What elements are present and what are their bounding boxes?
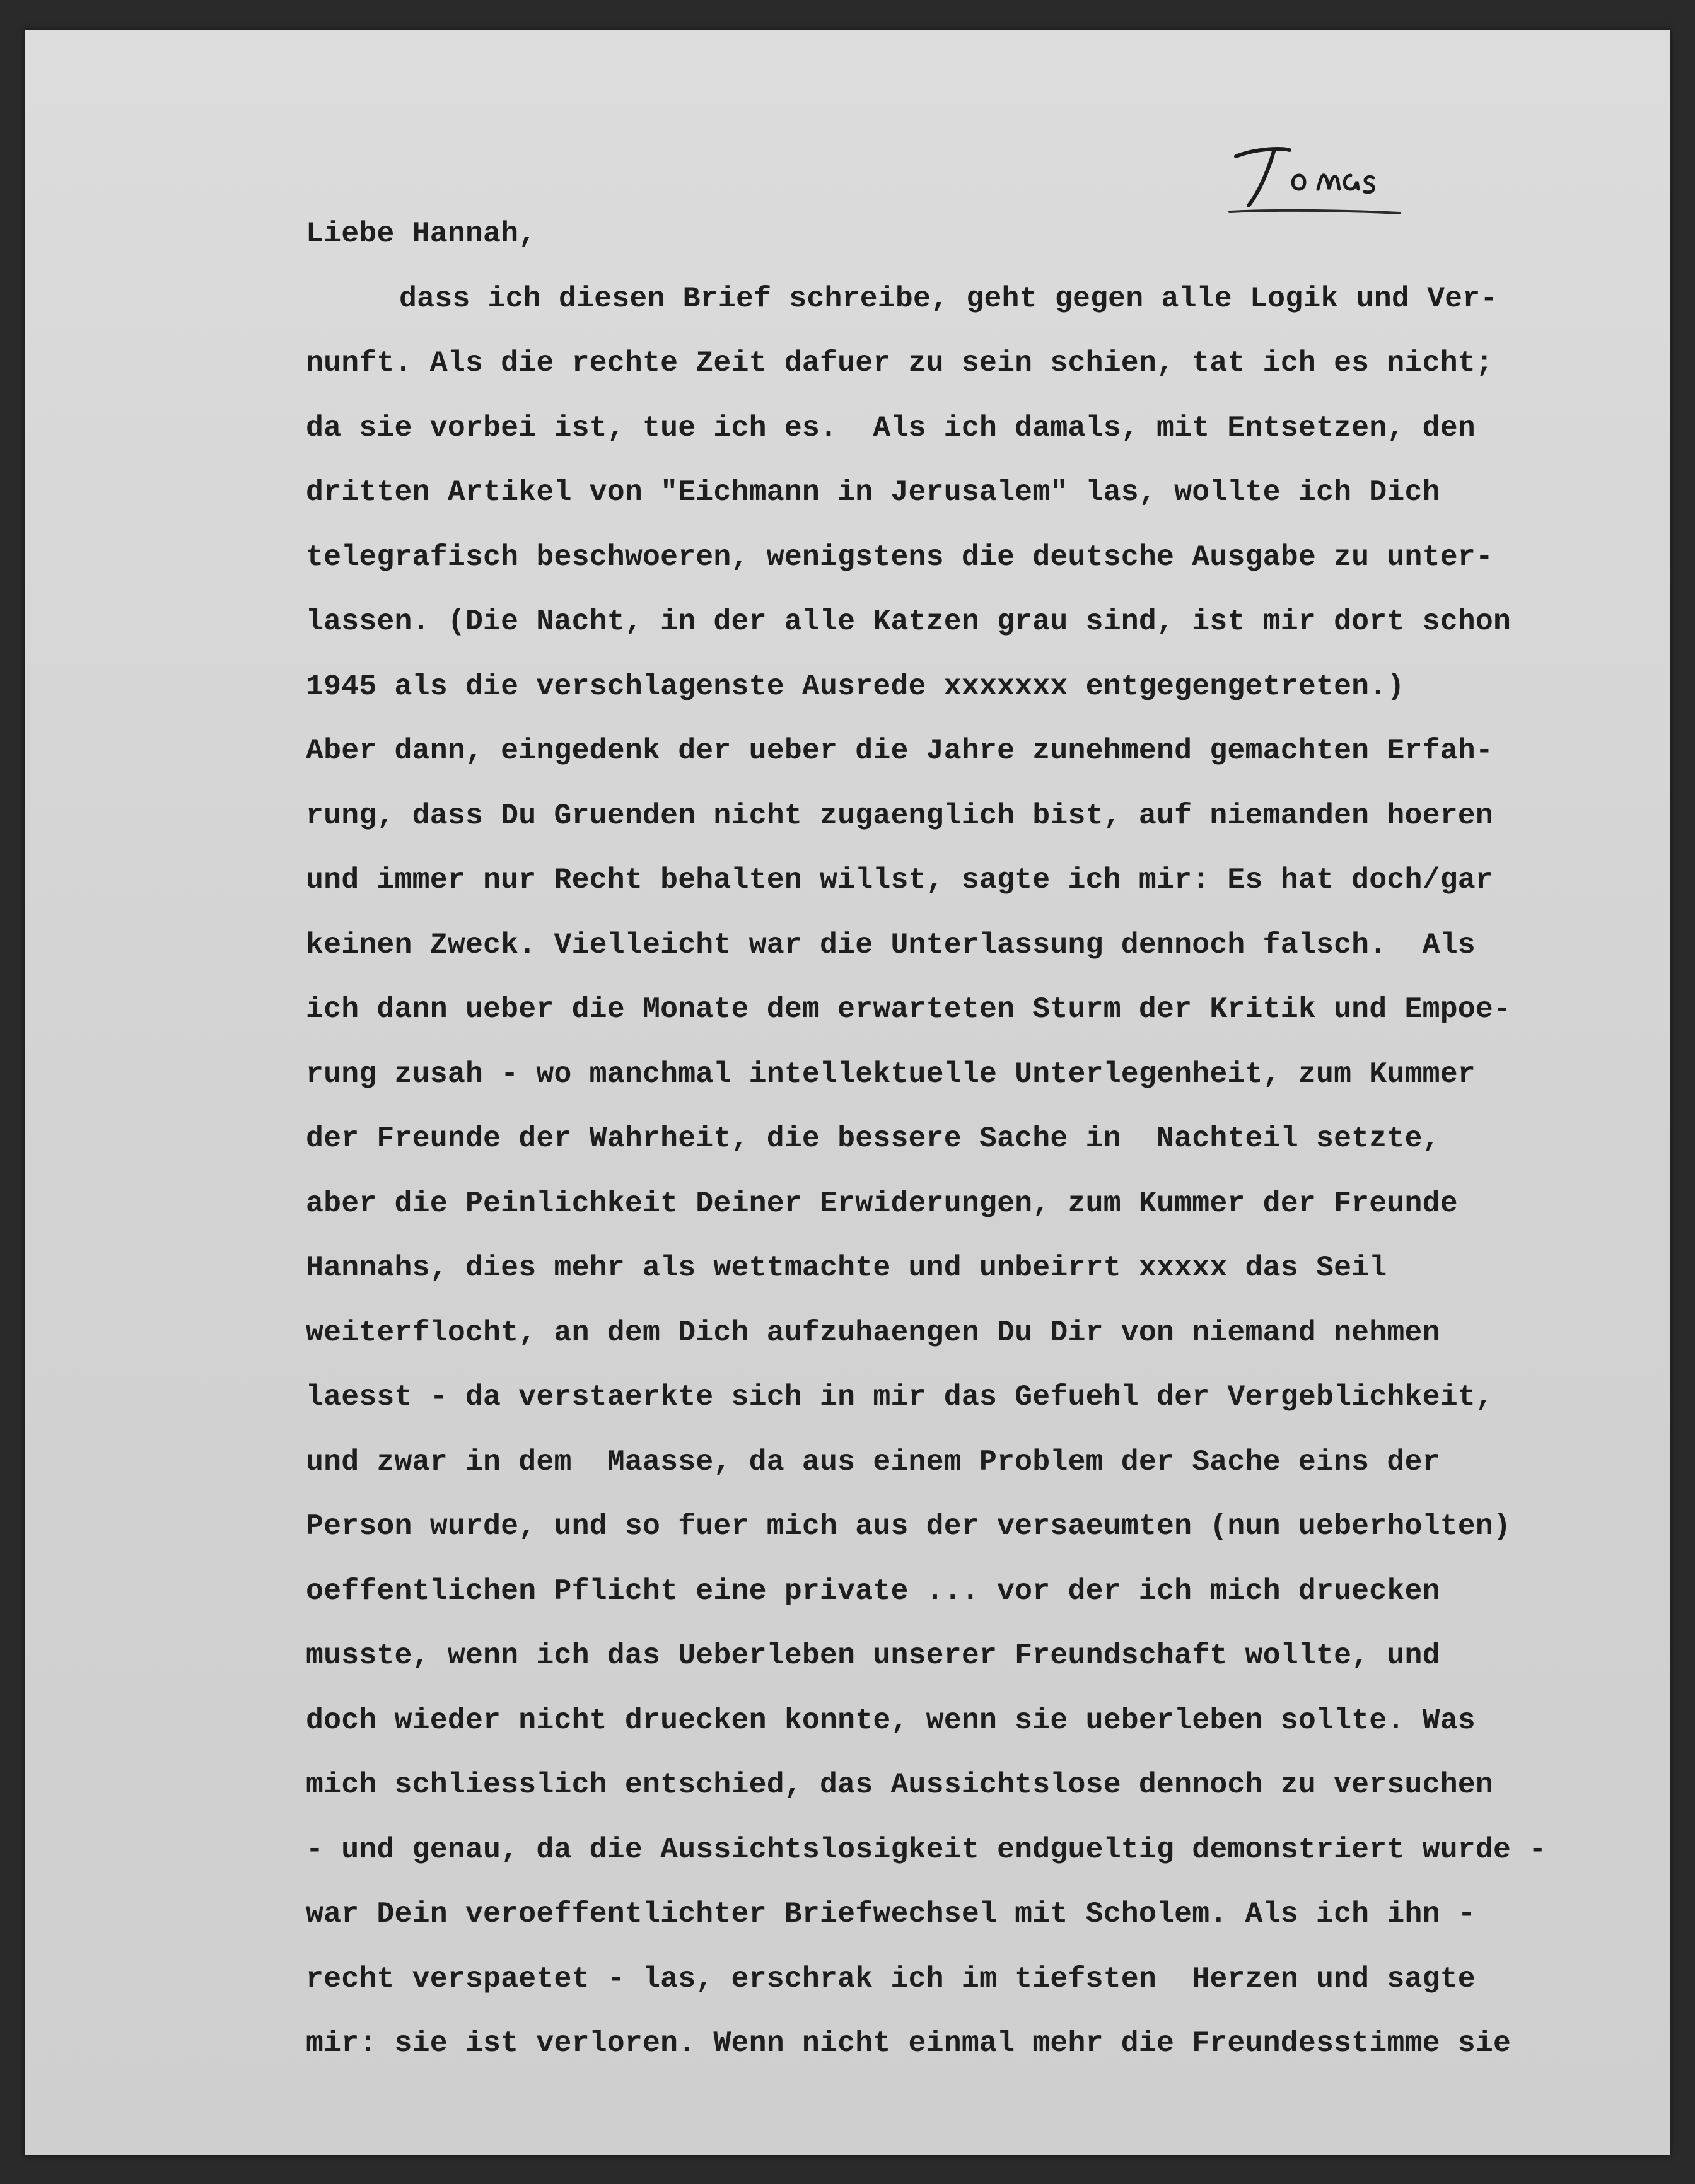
text-line: 1945 als die verschlagenste Ausrede xxxxxxx entgegengetreten.) — [306, 669, 1405, 703]
text-line: Hannahs, dies mehr als wettmachte und unbeirrt xxxxx das Seil — [306, 1251, 1387, 1284]
text-line: doch wieder nicht druecken konnte, wenn sie ueberleben sollte. Was — [306, 1703, 1476, 1737]
salutation: Liebe Hannah, — [306, 217, 537, 250]
text-line: dass ich diesen Brief schreibe, geht gegen alle Logik und Ver- — [399, 281, 1498, 315]
text-line: musste, wenn ich das Ueberleben unserer Freundschaft wollte, und — [306, 1639, 1440, 1672]
text-line: recht verspaetet - las, erschrak ich im tiefsten Herzen und sagte — [306, 1961, 1476, 1995]
text-line: und immer nur Recht behalten willst, sagte ich mir: Es hat doch/gar — [306, 863, 1494, 897]
text-line: weiterflocht, an dem Dich aufzuhaengen Du Dir von niemand nehmen — [306, 1315, 1440, 1349]
text-line: mir: sie ist verloren. Wenn nicht einmal mehr die Freundesstimme sie — [306, 2026, 1512, 2060]
text-line: rung, dass Du Gruenden nicht zugaenglich bist, auf niemanden hoeren — [306, 798, 1494, 832]
text-line: lassen. (Die Nacht, in der alle Katzen grau sind, ist mir dort schon — [306, 605, 1512, 638]
text-line: nunft. Als die rechte Zeit dafuer zu sein schien, tat ich es nicht; — [306, 346, 1494, 380]
text-line: keinen Zweck. Vielleicht war die Unterlassung dennoch falsch. Als — [306, 927, 1476, 961]
text-line: Aber dann, eingedenk der ueber die Jahre zunehmend gemachten Erfah- — [306, 734, 1494, 767]
text-line: dritten Artikel von "Eichmann in Jerusalem" las, wollte ich Dich — [306, 475, 1440, 509]
text-line: - und genau, da die Aussichtslosigkeit endgueltig demonstriert wurde - — [306, 1832, 1547, 1866]
text-line: da sie vorbei ist, tue ich es. Als ich damals, mit Entsetzen, den — [306, 410, 1476, 444]
text-line: Person wurde, und so fuer mich aus der versaeumten (nun ueberholten) — [306, 1509, 1512, 1543]
text-line: oeffentlichen Pflicht eine private ... vor der ich mich druecken — [306, 1574, 1440, 1608]
text-line: laesst - da verstaerkte sich in mir das Gefuehl der Vergeblichkeit, — [306, 1380, 1494, 1414]
letter-page — [25, 30, 1670, 2155]
text-line: war Dein veroeffentlichter Briefwechsel mit Scholem. Als ich ihn - — [306, 1897, 1476, 1931]
text-line: rung zusah - wo manchmal intellektuelle Unterlegenheit, zum Kummer — [306, 1057, 1476, 1091]
text-line: ich dann ueber die Monate dem erwarteten Sturm der Kritik und Empoe- — [306, 992, 1512, 1026]
letter-body — [306, 202, 1693, 2076]
text-line: und zwar in dem Maasse, da aus einem Problem der Sache eins der — [306, 1444, 1440, 1478]
text-line: mich schliesslich entschied, das Aussichtslose dennoch zu versuchen — [306, 1768, 1494, 1801]
text-line: der Freunde der Wahrheit, die bessere Sache in Nachteil setzte, — [306, 1122, 1440, 1155]
text-line: telegrafisch beschwoeren, wenigstens die deutsche Ausgabe zu unter- — [306, 540, 1494, 574]
text-line: aber die Peinlichkeit Deiner Erwiderungen, zum Kummer der Freunde — [306, 1186, 1458, 1220]
